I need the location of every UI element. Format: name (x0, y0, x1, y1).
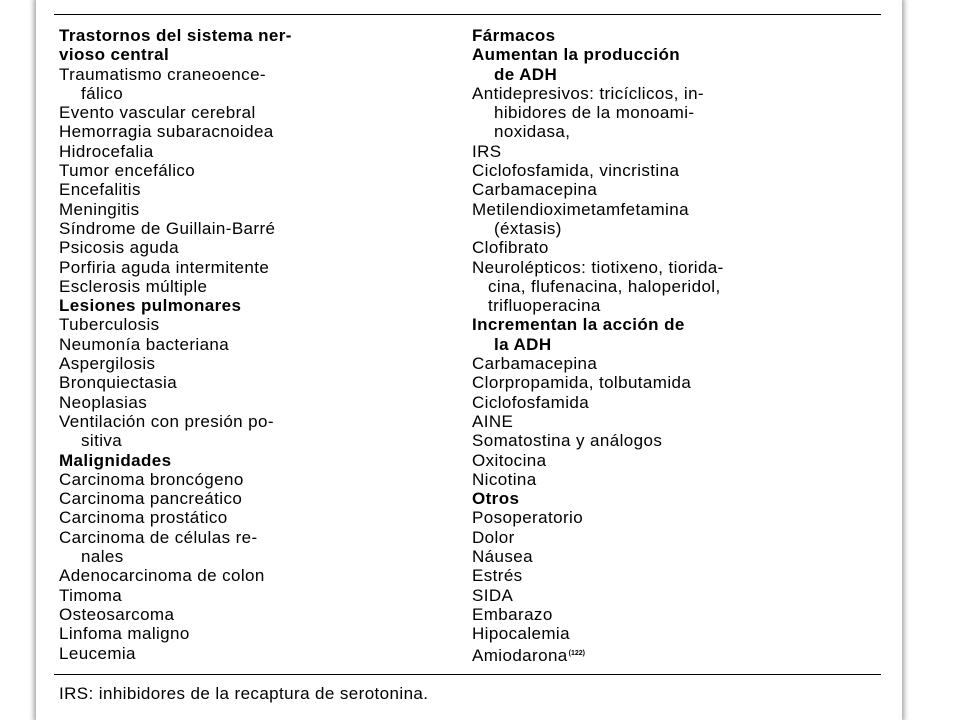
list-item (472, 528, 868, 547)
document-page (36, 0, 902, 720)
line-text: fálico (81, 83, 124, 103)
line-text: Fármacos (472, 26, 556, 45)
line-text: Clofibrato (472, 238, 549, 258)
line-text: Evento vascular cerebral (59, 103, 256, 123)
section-heading (472, 65, 868, 84)
list-item (59, 258, 431, 277)
section-heading (59, 451, 431, 470)
list-item (472, 586, 868, 605)
list-item (59, 219, 431, 238)
list-item (472, 180, 868, 199)
list-item (472, 258, 868, 277)
line-text: Meningitis (59, 199, 140, 219)
list-item (59, 605, 431, 624)
list-item (59, 354, 431, 373)
line-text: Hidrocefalia (59, 141, 154, 161)
list-item (59, 200, 431, 219)
left-column (59, 26, 431, 663)
list-item (472, 219, 868, 238)
line-text: Carcinoma pancreático (59, 489, 243, 509)
section-heading (59, 296, 431, 315)
line-text: de ADH (494, 64, 558, 84)
line-text: Ciclofosfamida (472, 392, 590, 412)
line-text: Carcinoma de células re- (59, 527, 258, 547)
section-heading (472, 335, 868, 354)
line-text: Neoplasias (59, 392, 148, 412)
list-item (472, 508, 868, 527)
list-item (472, 566, 868, 585)
bottom-rule (54, 674, 881, 675)
list-item (472, 605, 868, 624)
line-text: Antidepresivos: tricíclicos, in- (472, 83, 704, 103)
line-text: Síndrome de Guillain-Barré (59, 218, 276, 238)
list-item (472, 470, 868, 489)
section-heading (59, 26, 431, 45)
right-column (472, 26, 868, 663)
list-item (59, 335, 431, 354)
line-text: Posoperatorio (472, 508, 584, 528)
line-text: Tumor encefálico (59, 161, 196, 181)
line-text: Neurolépticos: tiotixeno, tiorida- (472, 257, 724, 277)
list-item (59, 315, 431, 334)
line-text: Encefalitis (59, 180, 141, 200)
line-text: sitiva (81, 431, 123, 451)
line-text: Hemorragia subaracnoidea (59, 122, 274, 142)
list-item (472, 142, 868, 161)
line-text: Neumonía bacteriana (59, 334, 230, 354)
list-item (59, 586, 431, 605)
line-text: Tuberculosis (59, 315, 160, 335)
list-item (59, 161, 431, 180)
line-text: Ventilación con presión po- (59, 411, 274, 431)
list-item (59, 431, 431, 450)
list-item (59, 65, 431, 84)
section-heading (472, 315, 868, 334)
list-item (59, 624, 431, 643)
line-text: Porfiria aguda intermitente (59, 257, 270, 277)
list-item (472, 393, 868, 412)
list-item (59, 180, 431, 199)
line-text: la ADH (494, 334, 552, 354)
list-item (59, 489, 431, 508)
list-item (59, 644, 431, 663)
line-text: Carcinoma prostático (59, 508, 228, 528)
line-text: Clorpropamida, tolbutamida (472, 373, 692, 393)
line-text: Náusea (472, 547, 533, 567)
line-text: Adenocarcinoma de colon (59, 566, 265, 586)
section-heading (472, 489, 868, 508)
list-item (59, 122, 431, 141)
line-text: Hipocalemia (472, 624, 570, 644)
list-item (59, 238, 431, 257)
footnote: IRS: inhibidores de la recaptura de serotonina. (59, 684, 429, 703)
list-item (472, 412, 868, 431)
line-text: Linfoma maligno (59, 624, 190, 644)
section-heading (472, 26, 868, 45)
line-text: noxidasa, (494, 122, 571, 142)
line-text: SIDA (472, 585, 514, 605)
line-text: Embarazo (472, 604, 553, 624)
section-heading (59, 45, 431, 64)
list-item (59, 412, 431, 431)
line-text: Dolor (472, 527, 515, 547)
line-text: Osteosarcoma (59, 604, 175, 624)
line-text: Psicosis aguda (59, 238, 179, 258)
list-item (472, 431, 868, 450)
list-item (59, 470, 431, 489)
list-item (59, 508, 431, 527)
line-text: Trastornos del sistema ner- (59, 26, 292, 45)
line-text: IRS (472, 141, 502, 161)
line-text: Ciclofosfamida, vincristina (472, 161, 680, 181)
line-text: Carbamacepina (472, 180, 598, 200)
line-text: Aspergilosis (59, 354, 156, 374)
line-text: Oxitocina (472, 450, 547, 470)
line-text: vioso central (59, 45, 170, 65)
list-item (472, 200, 868, 219)
list-item (472, 122, 868, 141)
list-item (59, 566, 431, 585)
list-item (472, 277, 868, 296)
line-text: Carcinoma broncógeno (59, 469, 244, 489)
line-text: Esclerosis múltiple (59, 276, 208, 296)
line-text: (éxtasis) (494, 218, 562, 238)
line-text: Malignidades (59, 450, 172, 470)
line-text: Incrementan la acción de (472, 315, 685, 335)
line-text: nales (81, 547, 124, 567)
line-text: Leucemia (59, 643, 136, 663)
list-item (59, 528, 431, 547)
line-text: cina, flufenacina, haloperidol, (488, 276, 721, 296)
line-text: Timoma (59, 585, 123, 605)
list-item (472, 103, 868, 122)
list-item (59, 84, 431, 103)
list-item (472, 354, 868, 373)
top-rule (54, 14, 881, 15)
line-text: AINE (472, 411, 514, 431)
line-text: Carbamacepina (472, 354, 598, 374)
list-item (472, 84, 868, 103)
list-item (472, 624, 868, 643)
list-item (472, 451, 868, 470)
list-item (472, 644, 868, 663)
section-heading (472, 45, 868, 64)
line-text: trifluoperacina (488, 296, 601, 316)
line-text: hibidores de la monoami- (494, 103, 695, 123)
line-text: Bronquiectasia (59, 373, 178, 393)
line-text: Somatostina y análogos (472, 431, 663, 451)
list-item (472, 547, 868, 566)
citation-superscript: (122) (568, 649, 586, 657)
line-text: Aumentan la producción (472, 45, 681, 65)
line-text: Estrés (472, 566, 523, 586)
list-item (472, 296, 868, 315)
line-text: Nicotina (472, 469, 537, 489)
list-item (472, 238, 868, 257)
list-item (59, 547, 431, 566)
line-text: Otros (472, 489, 520, 509)
line-text: Amiodarona (472, 645, 568, 665)
list-item (59, 393, 431, 412)
list-item (59, 142, 431, 161)
list-item (59, 277, 431, 296)
list-item (59, 373, 431, 392)
line-text: Metilendioximetamfetamina (472, 199, 689, 219)
line-text: Traumatismo craneoence- (59, 64, 266, 84)
list-item (59, 103, 431, 122)
list-item (472, 161, 868, 180)
list-item (472, 373, 868, 392)
line-text: Lesiones pulmonares (59, 296, 242, 316)
